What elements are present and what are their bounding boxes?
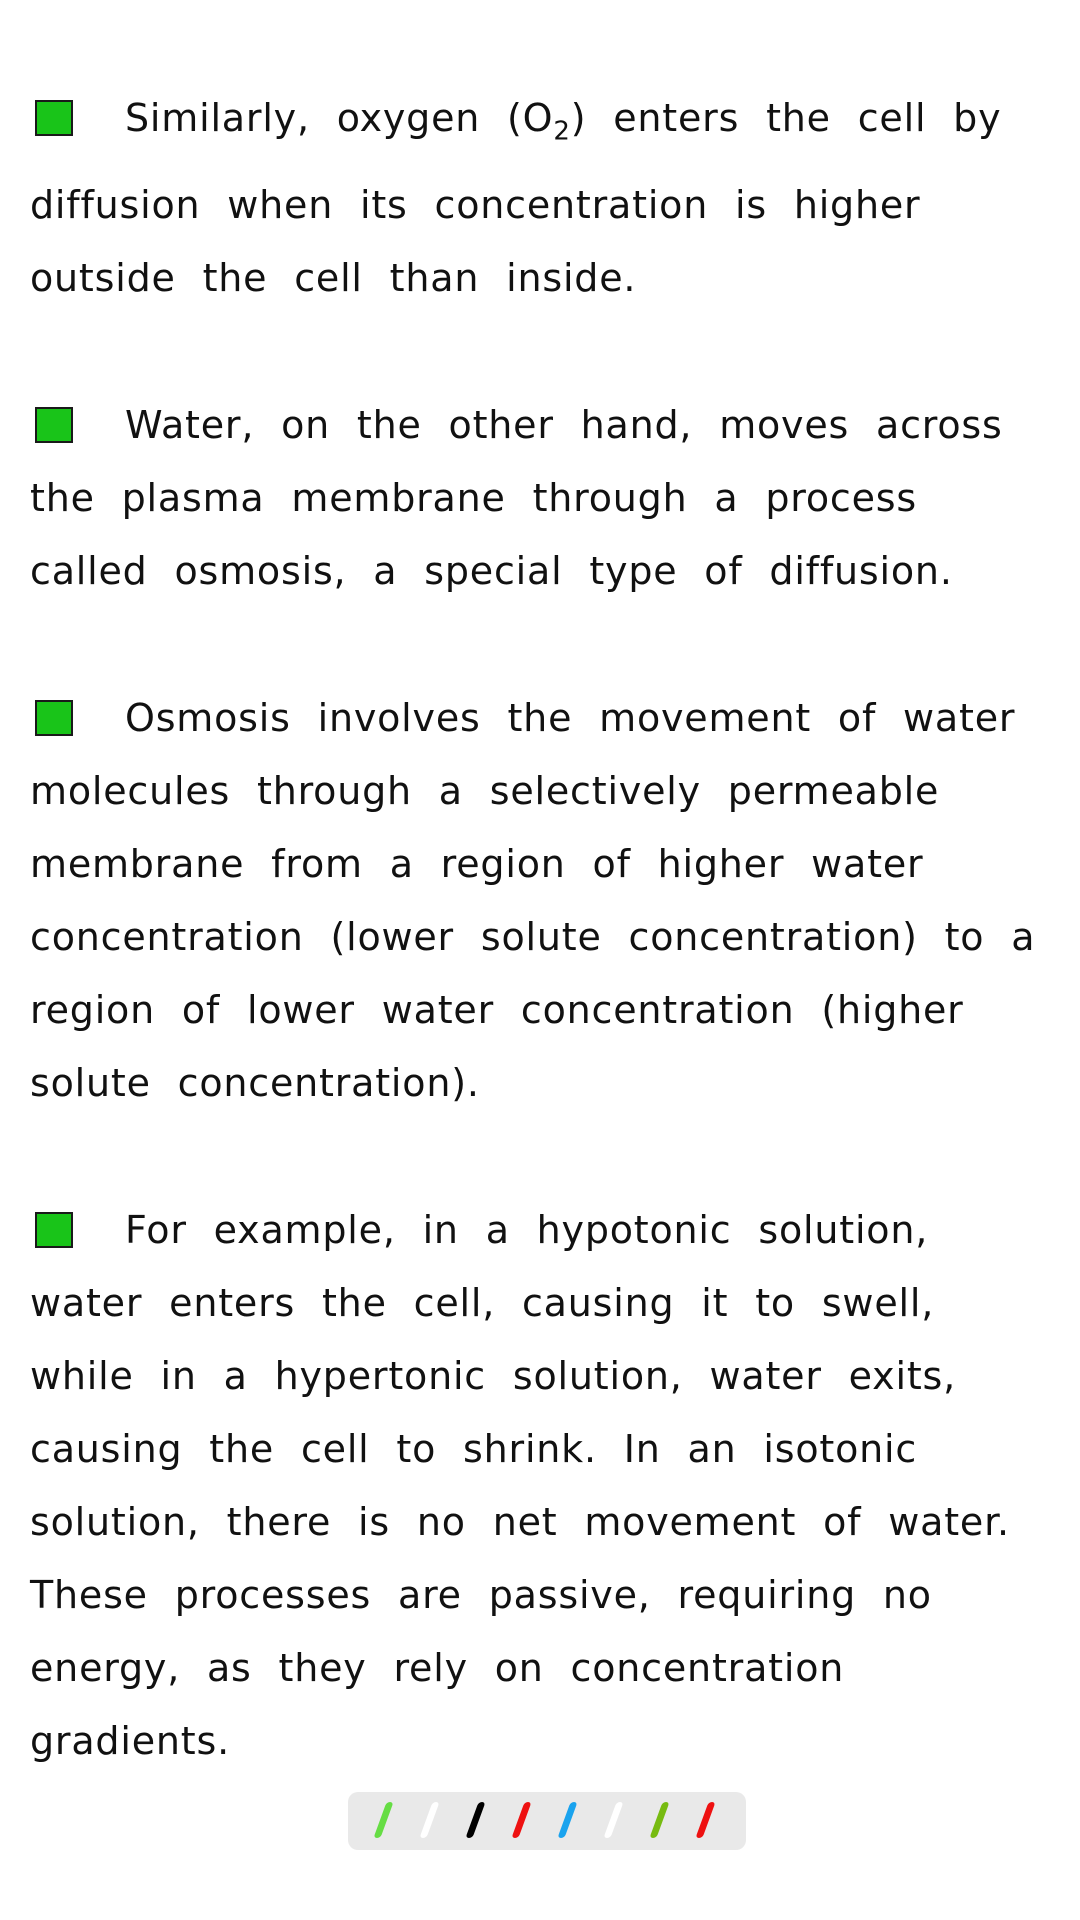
green-square-bullet-icon bbox=[35, 1212, 73, 1248]
subscript: 2 bbox=[553, 116, 571, 147]
paragraph bbox=[30, 682, 1060, 1120]
paragraph-text: Water, on the other hand, moves across the plasma membrane through a process called osmosis, a special type of diffusion. bbox=[30, 402, 1003, 593]
green-square-bullet-icon bbox=[35, 407, 73, 443]
paragraph-text: Osmosis involves the movement of water molecules through a selectively permeable membrane from a region of higher water concentration (lower solute concentration) to a region of lower water concentration (higher solute concentration). bbox=[30, 695, 1036, 1105]
content-area bbox=[30, 0, 1060, 1778]
pen-icon-green[interactable] bbox=[373, 1802, 393, 1838]
pen-icon-black[interactable] bbox=[465, 1802, 485, 1838]
pen-icon-white[interactable] bbox=[419, 1802, 439, 1838]
green-square-bullet-icon bbox=[35, 700, 73, 736]
paragraph-text: For example, in a hypotonic solution, water enters the cell, causing it to swell, while in a hypertonic solution, water exits, causing the cell to shrink. In an isotonic solution, there is no net movement of water. These processes are passive, requiring no energy, as they rely on concentration gradients. bbox=[30, 1207, 1010, 1763]
paragraph bbox=[30, 1194, 1060, 1778]
pen-icon-blue[interactable] bbox=[557, 1802, 577, 1838]
green-square-bullet-icon bbox=[35, 100, 73, 136]
pen-icon-red-2[interactable] bbox=[695, 1802, 715, 1838]
paragraph bbox=[30, 82, 1060, 315]
paragraph-text-continued: ) enters the cell by diffusion when its concentration is higher outside the cell than inside. bbox=[30, 96, 1002, 300]
pen-icon-lime[interactable] bbox=[649, 1802, 669, 1838]
pen-icon-white-2[interactable] bbox=[603, 1802, 623, 1838]
pen-icon-red[interactable] bbox=[511, 1802, 531, 1838]
pen-color-toolbar bbox=[348, 1792, 746, 1850]
paragraph bbox=[30, 389, 1060, 608]
paragraph-text: Similarly, oxygen (O bbox=[125, 96, 554, 140]
